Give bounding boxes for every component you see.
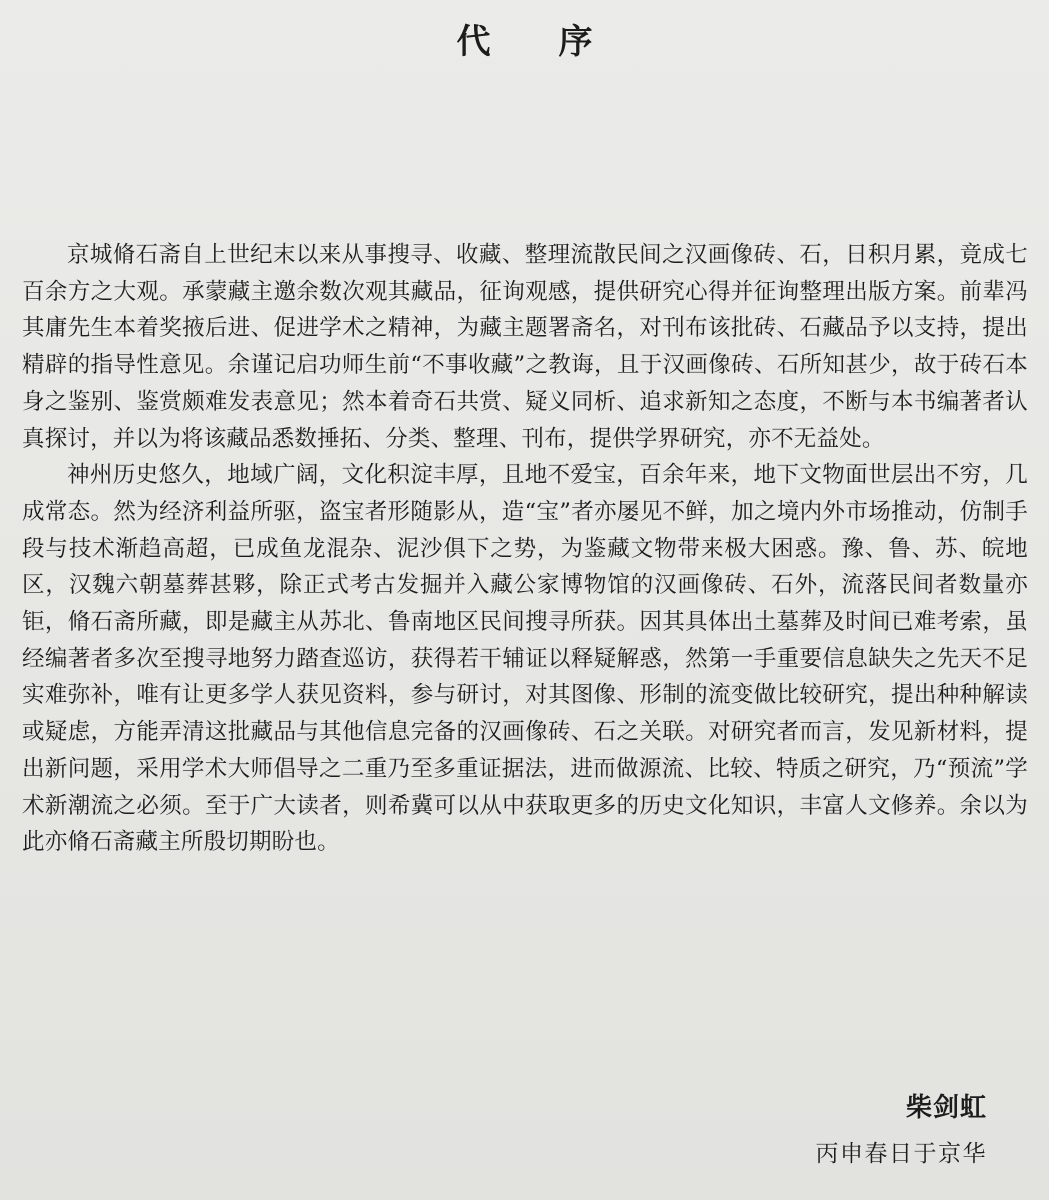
- author-signature: 柴剑虹: [905, 1093, 987, 1123]
- date-place-line: 丙申春日于京华: [815, 1141, 987, 1167]
- paragraph-2: 神州历史悠久，地域广阔，文化积淀丰厚，且地不爱宝，百余年来，地下文物面世层出不穷，几成常态。然为经济利益所驱，盗宝者形随影从，造“宝”者亦屡见不鲜，加之境内外市场推动，仿制手段与技术渐趋高超，已成鱼龙混杂、泥沙俱下之势，为鉴藏文物带来极大困惑。豫、鲁、苏、皖地区，汉魏六朝墓葬甚夥，除正式考古发掘并入藏公家博物馆的汉画像砖、石外，流落民间者数量亦钜，脩石斋所藏，即是藏主从苏北、鲁南地区民间搜寻所获。因其具体出土墓葬及时间已难考索，虽经编著者多次至搜寻地努力踏查巡访，获得若干辅证以释疑解惑，然第一手重要信息缺失之先天不足实难弥补，唯有让更多学人获见资料，参与研讨，对其图像、形制的流变做比较研究，提出种种解读或疑虑，方能弄清这批藏品与其他信息完备的汉画像砖、石之关联。对研究者而言，发见新材料，提出新问题，采用学术大师倡导之二重乃至多重证据法，进而做源流、比较、特质之研究，乃“预流”学术新潮流之必须。至于广大读者，则希冀可以从中获取更多的历史文化知识，丰富人文修养。余以为此亦脩石斋藏主所殷切期盼也。: [22, 462, 1028, 856]
- paragraph-1: 京城脩石斋自上世纪末以来从事搜寻、收藏、整理流散民间之汉画像砖、石，日积月累，竟成七百余方之大观。承蒙藏主邀余数次观其藏品，征询观感，提供研究心得并征询整理出版方案。前辈冯其庸先生本着奖掖后进、促进学术之精神，为藏主题署斋名，对刊布该批砖、石藏品予以支持，提出精辟的指导性意见。余谨记启功师生前“不事收藏”之教诲，且于汉画像砖、石所知甚少，故于砖石本身之鉴别、鉴赏颇难发表意见；然本着奇石共赏、疑义同析、追求新知之态度，不断与本书编著者认真探讨，并以为将该藏品悉数捶拓、分类、整理、刊布，提供学界研究，亦不无益处。: [22, 242, 1028, 452]
- title-char-2: 序: [558, 22, 593, 62]
- page-title: [0, 14, 1049, 63]
- preface-body: [22, 237, 1028, 861]
- title-char-1: 代: [456, 22, 491, 62]
